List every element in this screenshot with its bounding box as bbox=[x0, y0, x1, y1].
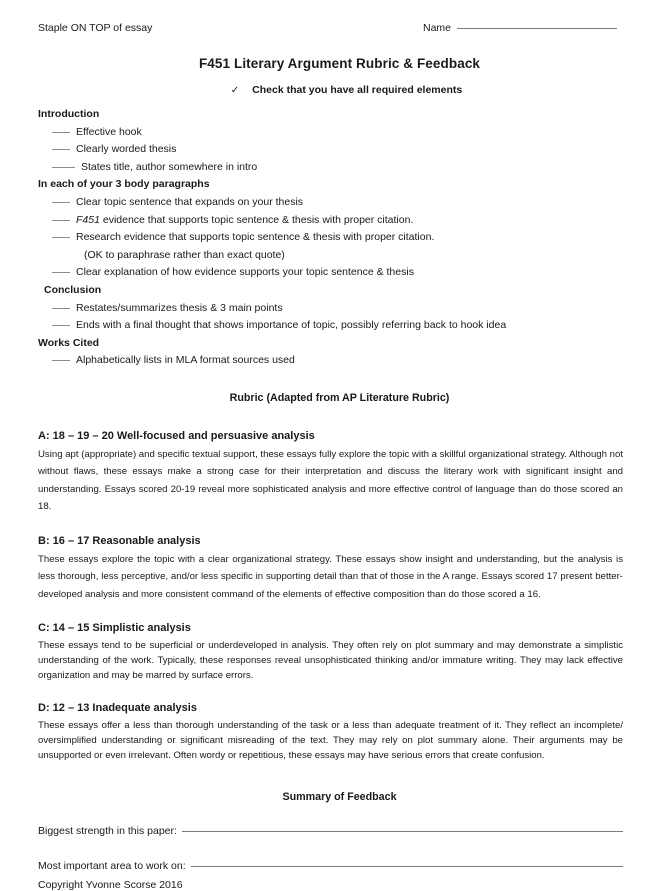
rubric-grade-heading: B: 16 – 17 Reasonable analysis bbox=[38, 534, 201, 547]
checklist-item[interactable] bbox=[38, 141, 641, 159]
checklist-item-label: F451 evidence that supports topic sentence & thesis with proper citation. bbox=[76, 213, 414, 226]
checklist-item[interactable] bbox=[38, 229, 641, 247]
checkmark-icon: ✓ bbox=[230, 85, 240, 96]
improvement-area-label: Most important area to work on: bbox=[38, 860, 186, 873]
requirements-checklist bbox=[38, 106, 641, 370]
rubric-level-d bbox=[38, 702, 641, 763]
checklist-item-label: Effective hook bbox=[76, 125, 142, 138]
checklist-item-label: Restates/summarizes thesis & 3 main points bbox=[76, 301, 283, 314]
rubric-grade-heading: A: 18 – 19 – 20 Well-focused and persuasive analysis bbox=[38, 429, 315, 442]
biggest-strength-label: Biggest strength in this paper: bbox=[38, 825, 177, 838]
improvement-area-input[interactable] bbox=[191, 866, 623, 867]
page-title: F451 Literary Argument Rubric & Feedback bbox=[198, 56, 481, 71]
checklist-item-label: Clear topic sentence that expands on your thesis bbox=[76, 195, 304, 208]
biggest-strength-input[interactable] bbox=[182, 831, 623, 832]
checkbox-blank[interactable] bbox=[52, 202, 70, 203]
rubric-level-c bbox=[38, 622, 641, 683]
rubric-grade-heading: C: 14 – 15 Simplistic analysis bbox=[38, 622, 191, 635]
improvement-area-row bbox=[38, 860, 641, 872]
biggest-strength-row bbox=[38, 825, 641, 837]
name-label: Name bbox=[422, 22, 451, 34]
checklist-item[interactable] bbox=[38, 124, 641, 142]
checkbox-blank[interactable] bbox=[52, 167, 75, 168]
checklist-item-label: States title, author somewhere in intro bbox=[81, 160, 258, 173]
rubric-grade-heading: D: 12 – 13 Inadequate analysis bbox=[38, 702, 197, 715]
rubric-grade-description: These essays offer a less than thorough understanding of the task or a less than adequate treatment of it. They reflect an incomplete/ oversimplified understanding or significant misreading of the text. They may rely on plot summary alone. Their arguments may be unsupported or even irrelevant. Often wordy or repetitious, these essays may have serious errors that create confusion. bbox=[38, 720, 623, 762]
checklist-item[interactable] bbox=[38, 300, 641, 318]
copyright-notice: Copyright Yvonne Scorse 2016 bbox=[38, 879, 183, 891]
checklist-sub-note: (OK to paraphrase rather than exact quote) bbox=[84, 248, 285, 261]
rubric-grade-description: Using apt (appropriate) and specific textual support, these essays fully explore the topic with a skillful organizational strategy. Although not without flaws, these essays make a strong case for their interpretation and discuss the literary work with significant insight and understanding. Essays scored 20-19 reveal more sophisticated analysis and more effective control of language than do those scored an 18. bbox=[38, 448, 623, 513]
checkbox-blank[interactable] bbox=[52, 360, 70, 361]
rubric-level-a bbox=[38, 430, 641, 516]
checklist-item[interactable] bbox=[38, 212, 641, 230]
checklist-item[interactable] bbox=[38, 317, 641, 335]
page-header bbox=[38, 22, 641, 34]
checklist-item-label: Clear explanation of how evidence supports your topic sentence & thesis bbox=[76, 266, 414, 279]
rubric-grade-description: These essays explore the topic with a clear organizational strategy. These essays show insight and understanding, but the analysis is less thorough, less perceptive, and/or less specific in supporting detail than that of those in the A range. Essays scored 17 present better-developed analysis and more consistent command of the elements of effective composition than do those scored a 16. bbox=[38, 553, 623, 600]
checklist-item-label: Ends with a final thought that shows importance of topic, possibly referring back to hook idea bbox=[76, 319, 507, 332]
summary-section-title: Summary of Feedback bbox=[282, 791, 397, 804]
checkbox-blank[interactable] bbox=[52, 237, 70, 238]
name-field-group bbox=[423, 22, 641, 34]
checklist-item-label: Clearly worded thesis bbox=[76, 143, 177, 156]
check-instruction-line bbox=[38, 84, 641, 96]
checkbox-blank[interactable] bbox=[52, 220, 70, 221]
checklist-heading-works-cited: Works Cited bbox=[38, 336, 100, 349]
checkbox-blank[interactable] bbox=[52, 308, 70, 309]
rubric-section-title: Rubric (Adapted from AP Literature Rubric) bbox=[229, 391, 450, 404]
checklist-heading-body-paragraphs: In each of your 3 body paragraphs bbox=[38, 178, 210, 191]
checklist-item[interactable] bbox=[38, 264, 641, 282]
check-instruction-label: Check that you have all required elements bbox=[252, 84, 463, 96]
checklist-heading-conclusion: Conclusion bbox=[44, 283, 102, 296]
checkbox-blank[interactable] bbox=[52, 132, 70, 133]
checkbox-blank[interactable] bbox=[52, 272, 70, 273]
checkbox-blank[interactable] bbox=[52, 325, 70, 326]
rubric-level-b bbox=[38, 535, 641, 604]
name-blank-input[interactable] bbox=[457, 28, 617, 29]
rubric-grade-description: These essays tend to be superficial or underdeveloped in analysis. They often rely on plot summary and may demonstrate a simplistic understanding of the work. Typically, these responses reveal unsophisticated thinking and/or immature writing. They may lack effective organization and may be marred by surface errors. bbox=[38, 640, 623, 682]
checklist-item[interactable] bbox=[38, 352, 641, 370]
checklist-item[interactable] bbox=[38, 159, 641, 177]
checklist-item-label: Alphabetically lists in MLA format sources used bbox=[76, 354, 295, 367]
checkbox-blank[interactable] bbox=[52, 149, 70, 150]
checklist-heading-introduction: Introduction bbox=[38, 108, 100, 120]
checklist-item[interactable] bbox=[38, 194, 641, 212]
checklist-item-label: Research evidence that supports topic sentence & thesis with proper citation. bbox=[76, 231, 435, 244]
staple-instruction: Staple ON TOP of essay bbox=[38, 22, 153, 34]
